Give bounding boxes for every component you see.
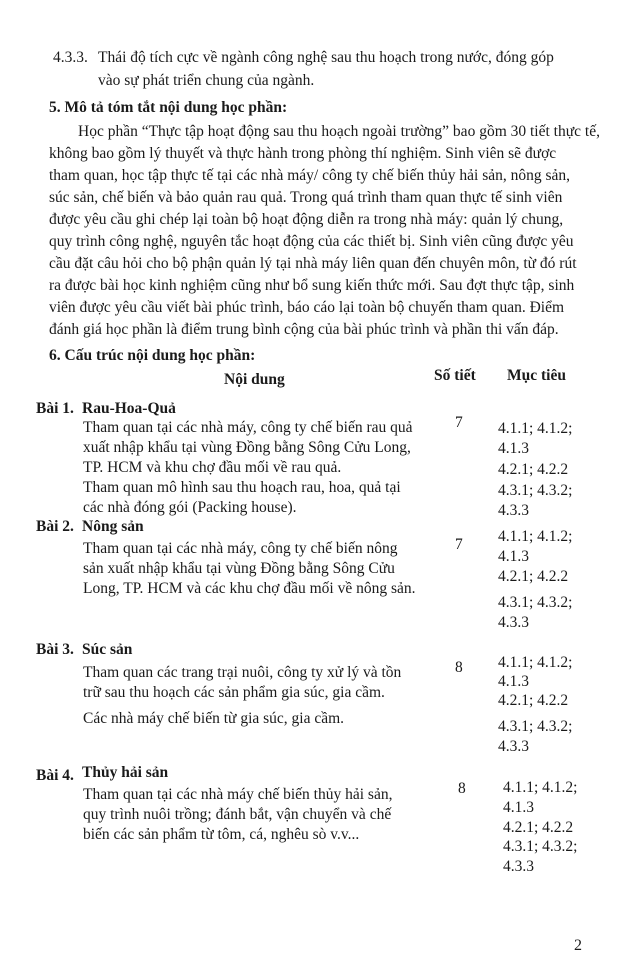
objective-text-line-2: vào sự phát triển chung của ngành. — [98, 72, 315, 89]
lesson-objective-line: 4.1.1; 4.1.2; — [498, 654, 573, 671]
paragraph-line: súc sản, chế biến và bảo quản rau quả. Trong quá trình tham quan thực tế sinh viên — [49, 189, 563, 206]
lesson-objective-line: 4.1.3 — [498, 548, 529, 565]
lesson-content-line: quy trình nuôi trồng; đánh bắt, vận chuyển và chế — [83, 806, 392, 823]
lesson-objective-line: 4.3.1; 4.3.2; — [503, 838, 578, 855]
paragraph-line: tham quan, học tập thực tế tại các nhà máy/ công ty chế biến thủy hải sản, nông sản, — [49, 167, 571, 184]
lesson-objective-line: 4.2.1; 4.2.2 — [498, 692, 569, 709]
lesson-title: Súc sản — [82, 641, 133, 658]
lesson-label: Bài 3. — [36, 641, 74, 658]
objective-number: 4.3.3. — [53, 49, 88, 66]
lesson-hours: 7 — [455, 536, 463, 553]
section-6-heading: 6. Cấu trúc nội dung học phần: — [49, 347, 256, 364]
lesson-content-line: Tham quan tại các nhà máy, công ty chế biến rau quả — [83, 419, 413, 436]
paragraph-line: Học phần “Thực tập hoạt động sau thu hoạch ngoài trường” bao gồm 30 tiết thực tế, — [78, 123, 600, 140]
lesson-objective-line: 4.2.1; 4.2.2 — [498, 461, 569, 478]
lesson-label: Bài 1. — [36, 400, 74, 417]
lesson-content-line: Các nhà máy chế biến từ gia súc, gia cầm. — [83, 710, 345, 727]
lesson-content-line: sản xuất nhập khẩu tại vùng Đồng bằng Sông Cửu — [83, 560, 395, 577]
paragraph-line: không bao gồm lý thuyết và thực hành trong phòng thí nghiệm. Sinh viên sẽ được — [49, 145, 557, 162]
lesson-objective-line: 4.3.3 — [498, 502, 529, 519]
lesson-content-line: Tham quan mô hình sau thu hoạch rau, hoa, quả tại — [83, 479, 401, 496]
lesson-content-line: Long, TP. HCM và các khu chợ đầu mối về nông sản. — [83, 580, 416, 597]
paragraph-line: quy trình công nghệ, nguyên tắc hoạt động của các thiết bị. Sinh viên cũng được yêu — [49, 233, 574, 250]
lesson-content-line: các nhà đóng gói (Packing house). — [83, 499, 297, 516]
lesson-objective-line: 4.1.3 — [498, 673, 529, 690]
lesson-objective-line: 4.3.3 — [498, 614, 529, 631]
lesson-content-line: Tham quan tại các nhà máy chế biến thủy hải sản, — [83, 786, 393, 803]
paragraph-line: ra được bài học kinh nghiệm cũng như bổ sung kiến thức mới. Sau đợt thực tập, sinh — [49, 277, 575, 294]
paragraph-line: được yêu cầu ghi chép lại toàn bộ hoạt động diễn ra trong nhà máy: quản lý chung, — [49, 211, 564, 228]
lesson-content-line: Tham quan tại các nhà máy, công ty chế biến nông — [83, 540, 398, 557]
lesson-objective-line: 4.1.3 — [503, 799, 534, 816]
lesson-objective-line: 4.3.1; 4.3.2; — [498, 482, 573, 499]
paragraph-line: cầu đặt câu hỏi cho bộ phận quản lý tại nhà máy liên quan đến chuyên môn, từ đó rút — [49, 255, 577, 272]
lesson-label: Bài 2. — [36, 518, 74, 535]
lesson-objective-line: 4.1.1; 4.1.2; — [498, 528, 573, 545]
lesson-label: Bài 4. — [36, 767, 74, 784]
column-header-objectives: Mục tiêu — [507, 367, 566, 384]
lesson-content-line: xuất nhập khẩu tại vùng Đồng bằng Sông Cửu Long, — [83, 439, 411, 456]
lesson-objective-line: 4.3.3 — [498, 738, 529, 755]
lesson-content-line: TP. HCM và khu chợ đầu mối về rau quả. — [83, 459, 342, 476]
lesson-objective-line: 4.1.1; 4.1.2; — [503, 779, 578, 796]
lesson-content-line: Tham quan các trang trại nuôi, công ty xử lý và tồn — [83, 664, 402, 681]
lesson-objective-line: 4.2.1; 4.2.2 — [498, 568, 569, 585]
lesson-hours: 8 — [458, 780, 466, 797]
lesson-title: Nông sản — [82, 518, 144, 535]
lesson-title: Thủy hải sản — [82, 764, 169, 781]
lesson-objective-line: 4.3.1; 4.3.2; — [498, 718, 573, 735]
objective-text-line-1: Thái độ tích cực về ngành công nghệ sau thu hoạch trong nước, đóng góp — [98, 49, 554, 66]
lesson-title: Rau-Hoa-Quả — [82, 400, 176, 417]
lesson-objective-line: 4.1.3 — [498, 440, 529, 457]
paragraph-line: đánh giá học phần là điểm trung bình cộng của bài phúc trình và phần thi vấn đáp. — [49, 321, 559, 338]
lesson-objective-line: 4.3.1; 4.3.2; — [498, 594, 573, 611]
lesson-hours: 7 — [455, 414, 463, 431]
lesson-content-line: trữ sau thu hoạch các sản phẩm gia súc, gia cầm. — [83, 684, 385, 701]
lesson-hours: 8 — [455, 659, 463, 676]
lesson-objective-line: 4.2.1; 4.2.2 — [503, 819, 574, 836]
page-number: 2 — [574, 937, 582, 954]
lesson-content-line: biến các sản phẩm từ tôm, cá, nghêu sò v.v... — [83, 826, 360, 843]
lesson-objective-line: 4.3.3 — [503, 858, 534, 875]
lesson-objective-line: 4.1.1; 4.1.2; — [498, 420, 573, 437]
column-header-content: Nội dung — [224, 371, 285, 388]
column-header-hours: Số tiết — [434, 367, 476, 384]
section-5-heading: 5. Mô tả tóm tắt nội dung học phần: — [49, 99, 288, 116]
paragraph-line: viên được yêu cầu viết bài phúc trình, báo cáo lại toàn bộ chuyến tham quan. Điểm — [49, 299, 565, 316]
